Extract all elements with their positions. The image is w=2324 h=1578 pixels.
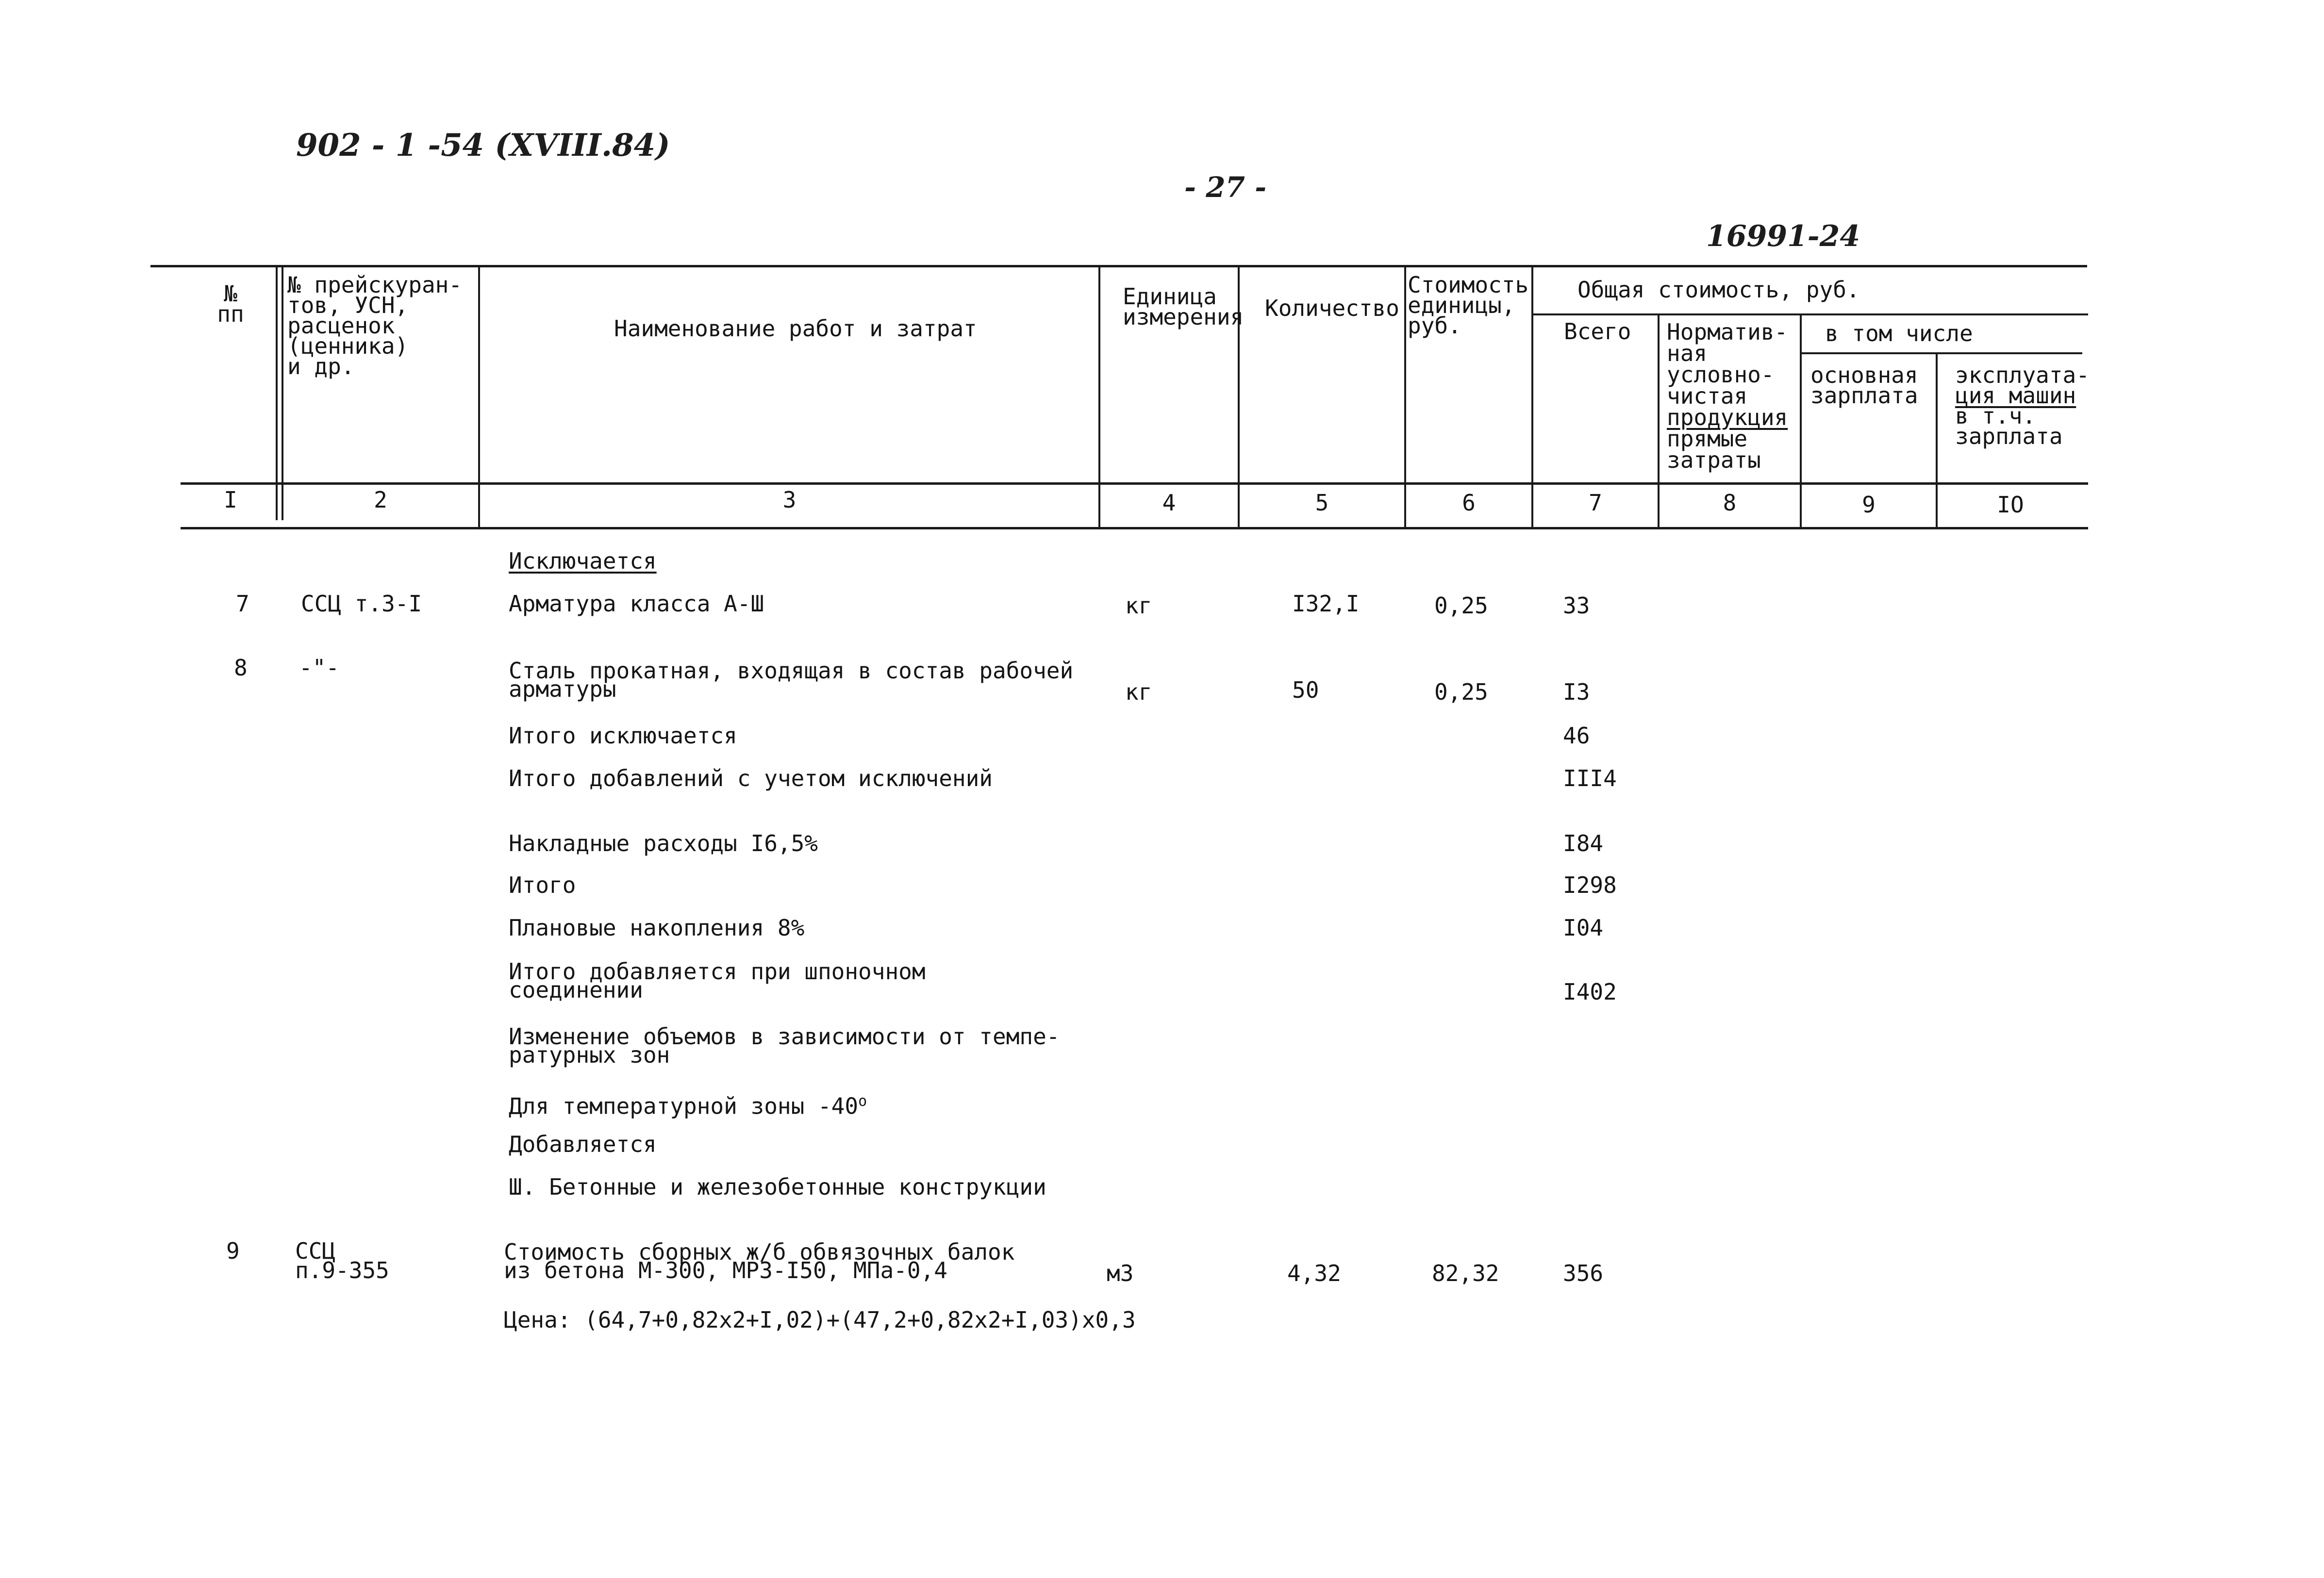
- row8-unit: кг: [1125, 679, 1152, 705]
- row8-price: 0,25: [1434, 679, 1488, 705]
- sheet-code: 16991-24: [1706, 219, 1860, 253]
- added-key-label: [509, 958, 926, 1003]
- added-key-label-line: Итого добавляется при шпоночном: [509, 958, 926, 985]
- section-heading: Ш. Бетонные и железобетонные конструкции: [509, 1174, 1046, 1200]
- header-col8: [1667, 321, 1788, 471]
- header-col8-line: ная: [1667, 340, 1708, 366]
- temp-zone-text: Для температурной зоны -40: [509, 1093, 859, 1119]
- header-col8-line: Норматив-: [1667, 319, 1788, 345]
- col-number-7: 7: [1589, 490, 1602, 516]
- table-top-rule: [150, 265, 2087, 267]
- price-formula: Цена: (64,7+0,82х2+I,02)+(47,2+0,82х2+I,03)х0,3: [504, 1307, 1136, 1333]
- row8-name-line: Сталь прокатная, входящая в состав рабочей: [509, 658, 1074, 684]
- row7-name: Арматура класса А-Ш: [509, 591, 764, 617]
- col-number-3: 3: [782, 487, 797, 513]
- header-col3: Наименование работ и затрат: [614, 315, 977, 342]
- page-number: - 27 -: [1184, 171, 1267, 204]
- header-incl-group: в том числе: [1825, 320, 1973, 346]
- added-heading: Добавляется: [509, 1131, 657, 1157]
- col-divider-1b: [282, 267, 283, 520]
- row9-unit: м3: [1107, 1260, 1134, 1286]
- col-divider-1: [276, 267, 278, 520]
- total-excluded-value: 46: [1563, 723, 1590, 749]
- header-col4-line: Единица: [1123, 283, 1217, 310]
- header-col4: [1123, 283, 1244, 330]
- row7-total: 33: [1563, 592, 1590, 619]
- col-divider-6: [1531, 267, 1533, 527]
- header-col8-line: чистая: [1667, 383, 1748, 409]
- header-col6-line: Стоимость: [1408, 272, 1529, 298]
- row8-num: 8: [234, 655, 248, 681]
- header-col2-line: и др.: [287, 353, 355, 379]
- volume-change-line: Изменение объемов в зависимости от темпе-: [509, 1023, 1060, 1050]
- row7-qty: I32,I: [1292, 591, 1360, 617]
- volume-change-line: ратурных зон: [509, 1042, 670, 1068]
- header-col8-line: продукция: [1667, 404, 1788, 430]
- col-number-6: 6: [1462, 490, 1476, 516]
- total-added-label: Итого добавлений с учетом исключений: [509, 765, 993, 791]
- header-col5: Количество: [1265, 295, 1399, 321]
- subtotal-value: I298: [1563, 872, 1617, 898]
- row7-ref: ССЦ т.3-I: [301, 591, 422, 617]
- header-col9: [1810, 362, 1918, 409]
- row9-name-line: из бетона М-300, МРЗ-I50, МПа-0,4: [504, 1257, 947, 1283]
- col-number-2: 2: [374, 487, 387, 513]
- header-col1: № пп: [217, 280, 244, 327]
- col-number-9: 9: [1862, 492, 1876, 518]
- header-col7: Всего: [1564, 318, 1631, 345]
- document-code-handwritten: 902 - 1 -54 (XVIII.84): [296, 127, 670, 164]
- row8-name: [509, 660, 1073, 700]
- header-col10-line: ция машин: [1955, 382, 2076, 409]
- row9-ref-line: п.9-355: [295, 1257, 389, 1283]
- col-number-4: 4: [1162, 490, 1176, 516]
- row8-total: I3: [1563, 679, 1590, 705]
- header-col2-line: (ценника): [287, 333, 409, 359]
- row9-num: 9: [226, 1238, 240, 1264]
- header-total-group: Общая стоимость, руб.: [1577, 277, 1860, 303]
- temp-zone: [509, 1091, 867, 1117]
- temp-zone-degree: о: [858, 1093, 867, 1110]
- col-divider-5: [1404, 267, 1406, 527]
- header-col4-line: измерения: [1123, 304, 1244, 330]
- planned-value: I04: [1563, 915, 1604, 941]
- header-col9-line: основная: [1810, 362, 1918, 388]
- row7-num: 7: [236, 591, 249, 617]
- header-col6-line: руб.: [1408, 312, 1461, 339]
- row9-name: [504, 1241, 1014, 1281]
- added-key-label-line: соединении: [509, 977, 643, 1003]
- header-col10-line: в т.ч.: [1955, 403, 2036, 429]
- overhead-label: Накладные расходы I6,5%: [509, 830, 818, 856]
- total-excluded-label: Итого исключается: [509, 723, 737, 749]
- row9-name-line: Стоимость сборных ж/б обвязочных балок: [504, 1239, 1015, 1265]
- header-col9-line: зарплата: [1810, 382, 1918, 409]
- subtotal-label: Итого: [509, 872, 576, 898]
- row7-unit: кг: [1125, 592, 1152, 619]
- header-incl-rule: [1801, 352, 2082, 354]
- header-col8-line: условно-: [1667, 362, 1775, 388]
- volume-change: [509, 1023, 1060, 1068]
- row8-qty: 50: [1292, 677, 1319, 703]
- header-col10-line: эксплуата-: [1955, 362, 2090, 388]
- col-divider-3: [1098, 267, 1100, 527]
- row9-price: 82,32: [1432, 1260, 1499, 1286]
- header-subgroup-rule: [1533, 313, 2088, 315]
- row9-ref: [295, 1240, 389, 1281]
- row8-ref: -"-: [299, 655, 340, 681]
- header-col2: [287, 272, 463, 379]
- col-divider-2: [478, 267, 480, 527]
- col-number-1: I: [224, 487, 237, 513]
- row8-name-line: арматуры: [509, 676, 616, 702]
- row9-ref-line: ССЦ: [295, 1238, 336, 1264]
- numbers-bottom-rule: [181, 527, 2088, 529]
- header-col8-line: прямые: [1667, 426, 1748, 452]
- row9-qty: 4,32: [1287, 1260, 1341, 1286]
- header-col10-line: зарплата: [1955, 423, 2063, 449]
- planned-label: Плановые накопления 8%: [509, 915, 805, 941]
- header-col10: [1955, 362, 2090, 449]
- added-key-value: I402: [1563, 979, 1617, 1005]
- overhead-value: I84: [1563, 830, 1604, 856]
- header-bottom-rule: [181, 482, 2088, 485]
- header-col2-line: тов, УСН,: [287, 292, 409, 318]
- row9-total: 356: [1563, 1260, 1604, 1286]
- header-col2-line: № прейскуран-: [287, 272, 463, 298]
- header-col8-line: затраты: [1667, 447, 1761, 473]
- col-number-10: IO: [1997, 492, 2024, 518]
- excluded-heading: Исключается: [509, 548, 657, 574]
- header-col6-line: единицы,: [1408, 292, 1515, 318]
- total-added-value: III4: [1563, 765, 1617, 791]
- col-number-8: 8: [1723, 490, 1737, 516]
- header-col2-line: расценок: [287, 312, 395, 339]
- col-number-5: 5: [1315, 490, 1329, 516]
- row7-price: 0,25: [1434, 592, 1488, 619]
- header-col6: [1408, 272, 1529, 339]
